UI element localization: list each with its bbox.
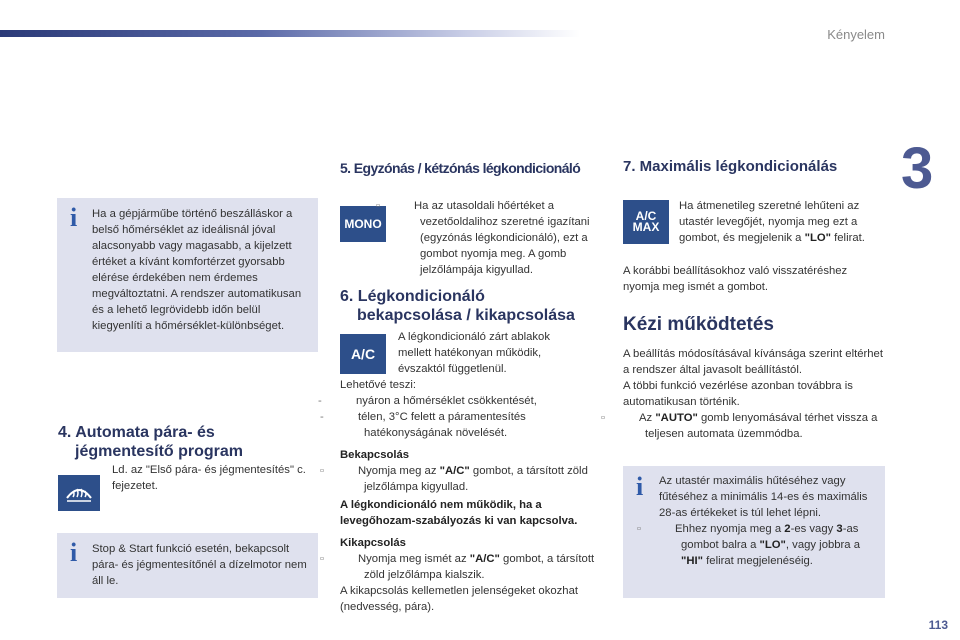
manual-body: A beállítás módosításával kívánsága szerint eltérhet a rendszer által javasolt beállítástól. A többi funkció vezérlése azonban továbbra is automatikusan történik. ▫ Az "AUTO" gomb lenyomásával térhet vissza a teljesen automata üzemmódba. xyxy=(601,348,883,440)
bullet-icon: ▫ xyxy=(320,465,325,477)
off-title: Kikapcsolás xyxy=(340,537,406,549)
info-icon: i xyxy=(636,472,644,501)
info-box-max-cooling xyxy=(623,466,885,598)
bullet-icon: ▫ xyxy=(320,553,325,565)
ac-max-button-icon: A/C MAX xyxy=(623,200,669,244)
section7-title: 7. Maximális légkondicionálás xyxy=(623,158,838,175)
warning-text: A légkondicionáló nem működik, ha a levegőhozam-szabályozás ki van kapcsolva. xyxy=(340,499,578,527)
mono-button-icon: MONO xyxy=(340,206,386,242)
section6-title-line1: 6. Légkondicionáló xyxy=(340,288,485,305)
info-box-text: Ha a gépjárműbe történő beszálláskor a belső hőmérséklet az ideálisnál jóval alacsonyabb vagy magasabb, a kijelzett értéket a kívánt komfortérzet gyorsabb elérése érdekében nem érdemes megváltoztatni. A rendszer automatikusan és a lehető legrövidebb időn belül kiegyenlíti a hőmérséklet-különbséget. xyxy=(92,208,302,332)
chapter-number: 3 xyxy=(901,136,934,201)
header-decor-bar xyxy=(0,30,580,37)
info-icon: i xyxy=(70,538,78,567)
section4-title-line1: 4. Automata pára- és xyxy=(58,424,215,441)
section6-body: Lehetővé teszi: - nyáron a hőmérséklet csökkentését, - télen, 3°C felett a páramentesítés hatékonyságának növelését. Bekapcsolás ▫ Nyomja meg az "A/C" gombot, a társított zöld jelzőlámpa kigyullad. A légkondicionáló nem működik, ha a levegőhozam-szabályozás ki van kapcsolva. Kikapcsolás ▫ Nyomja meg ismét az "A/C" gombot, a társított zöld jelzőlámpa kialszik. A kikapcsolás kellemetlen jelenségeket okozhat (nedvesség, pára). xyxy=(318,379,595,613)
info-box-text: Stop & Start funkció esetén, bekapcsolt pára- és jégmentesítőnél a dízelmotor nem áll le. xyxy=(92,543,307,587)
ac-button-icon: A/C xyxy=(340,334,386,374)
defrost-button-icon xyxy=(58,475,100,511)
bullet-icon: ▫ xyxy=(376,200,381,212)
chapter-title: Kényelem xyxy=(827,27,885,42)
info-icon: i xyxy=(70,203,78,232)
section6-title xyxy=(340,287,610,325)
section4-title xyxy=(58,423,328,461)
section5-text: ▫ Ha az utasoldali hőértéket a vezetőoldalihoz szeretné igazítani (egyzónás légkondicionáló), ezt a gombot nyomja meg. A gomb jelzőlámpája kigyullad. xyxy=(376,200,590,276)
bullet-icon: ▫ xyxy=(637,523,642,535)
section7-return: A korábbi beállításokhoz való visszatéréshez nyomja meg ismét a gombot. xyxy=(623,265,848,293)
section6-intro: A légkondicionáló zárt ablakok mellett hatékonyan működik, évszaktól függetlenül. xyxy=(398,331,550,375)
section7-text: Ha átmenetileg szeretné lehűteni az utastér levegőjét, nyomja meg ezt a gombot, és megjelenik a "LO" felirat. xyxy=(679,200,865,244)
manual-title: Kézi működtetés xyxy=(623,314,774,335)
on-title: Bekapcsolás xyxy=(340,449,410,461)
section4-title-line2: jégmentesítő program xyxy=(75,443,244,460)
info-box-temperature xyxy=(57,198,318,352)
info-box-stop-start xyxy=(57,533,318,598)
section4-text: Ld. az "Első pára- és jégmentesítés" c. fejezetet. xyxy=(112,464,306,492)
page-number: 113 xyxy=(928,618,948,632)
section5-title: 5. Egyzónás / kétzónás légkondicionáló xyxy=(340,160,581,176)
defrost-icon xyxy=(65,482,93,504)
info-box-text: Az utastér maximális hűtéséhez vagy fűtéséhez a minimális 14-es és maximális 28-as értékeket is túl lehet lépni. ▫ Ehhez nyomja meg a 2-es vagy 3-as gombot balra a "LO", vagy jobbra a "HI" felirat megjelenéséig. xyxy=(637,475,868,567)
bullet-icon: ▫ xyxy=(601,412,606,424)
section6-title-line2: bekapcsolása / kikapcsolása xyxy=(357,307,575,324)
